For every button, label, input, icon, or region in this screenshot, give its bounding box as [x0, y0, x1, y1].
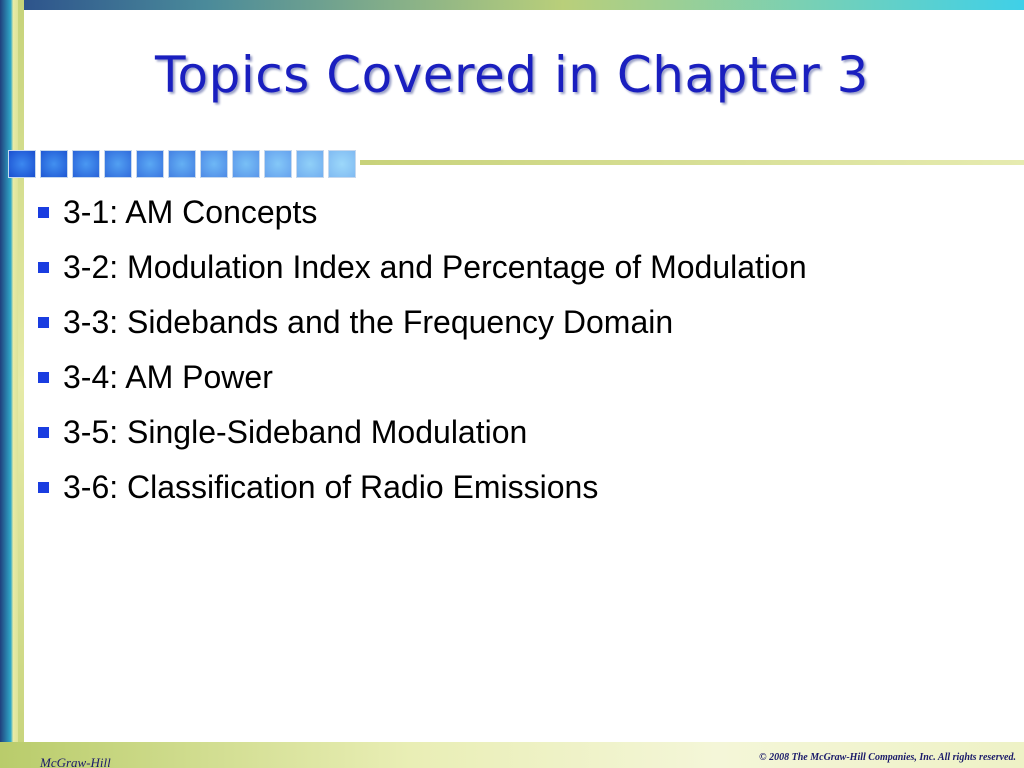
bullet-item [36, 300, 996, 355]
bullet-text: 3-6: Classification of Radio Emissions [63, 469, 599, 505]
divider-squares [8, 150, 360, 180]
divider-square [40, 150, 68, 178]
left-border-bar [0, 0, 24, 768]
footer-publisher: McGraw-Hill [40, 755, 111, 768]
divider-square [264, 150, 292, 178]
bullet-list [36, 190, 996, 520]
square-bullet-icon [38, 317, 49, 328]
divider-square [232, 150, 260, 178]
divider-square [200, 150, 228, 178]
bullet-item [36, 410, 996, 465]
bullet-item [36, 190, 996, 245]
divider-square [72, 150, 100, 178]
divider-square [104, 150, 132, 178]
bullet-item [36, 245, 996, 300]
bullet-text: 3-2: Modulation Index and Percentage of Modulation [63, 249, 807, 285]
divider-square [168, 150, 196, 178]
bullet-text: 3-1: AM Concepts [63, 194, 318, 230]
bullet-text: 3-4: AM Power [63, 359, 273, 395]
divider-square [328, 150, 356, 178]
bullet-text: 3-5: Single-Sideband Modulation [63, 414, 528, 450]
square-bullet-icon [38, 482, 49, 493]
divider-line [360, 160, 1024, 165]
footer-copyright: © 2008 The McGraw-Hill Companies, Inc. All rights reserved. [759, 752, 1016, 763]
divider-square [136, 150, 164, 178]
divider-square [296, 150, 324, 178]
square-bullet-icon [38, 372, 49, 383]
square-bullet-icon [38, 262, 49, 273]
title-divider [0, 150, 1024, 180]
top-border-bar [0, 0, 1024, 10]
divider-square [8, 150, 36, 178]
slide-title: Topics Covered in Chapter 3 [155, 46, 869, 104]
bullet-item [36, 355, 996, 410]
bullet-text: 3-3: Sidebands and the Frequency Domain [63, 304, 674, 340]
square-bullet-icon [38, 207, 49, 218]
bullet-item [36, 465, 996, 520]
square-bullet-icon [38, 427, 49, 438]
